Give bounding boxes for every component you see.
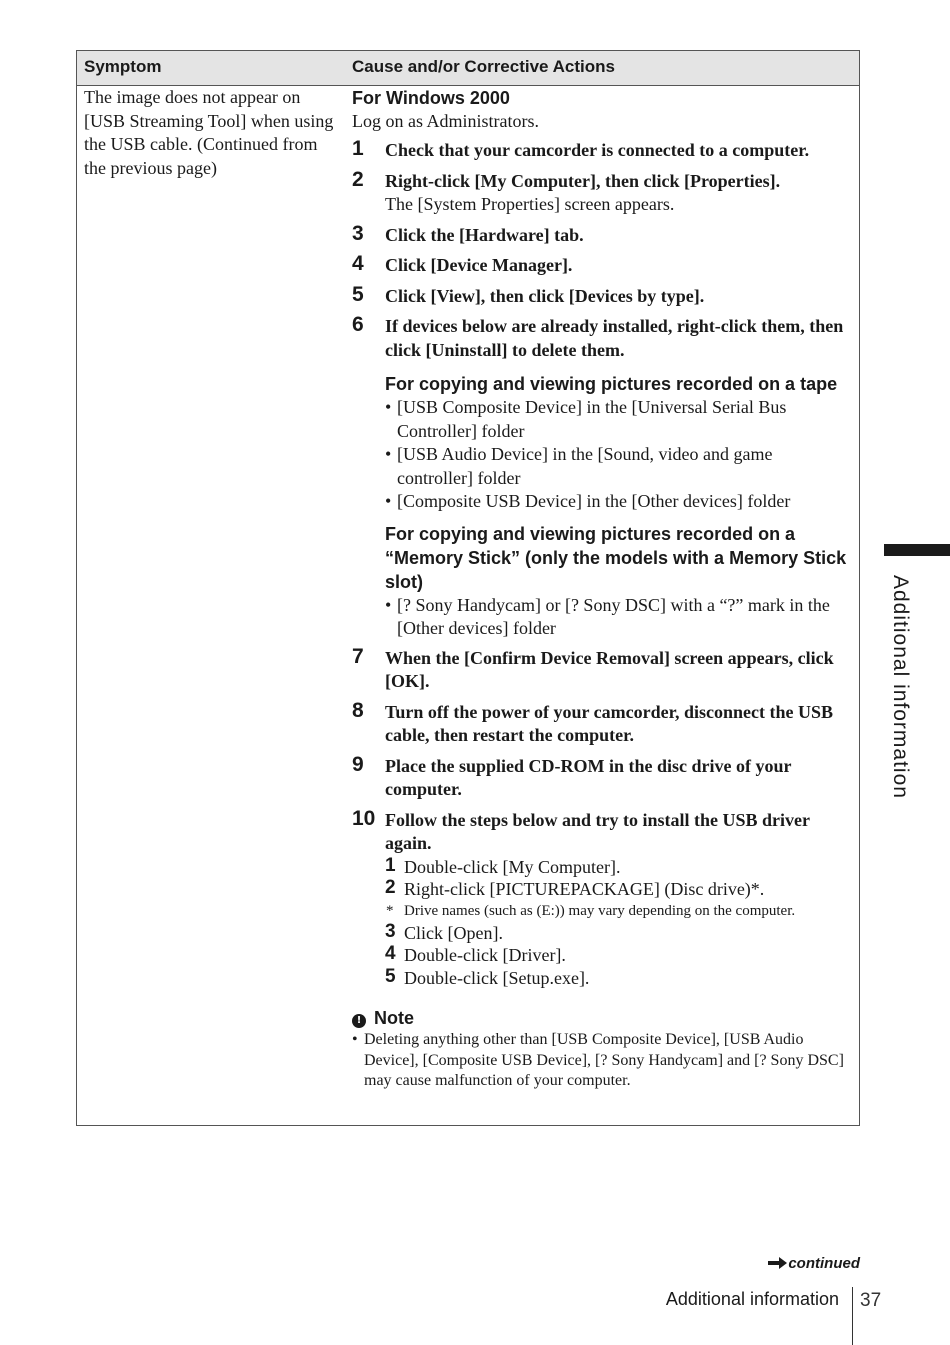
step-9: [352, 752, 852, 802]
step-number: 3: [352, 221, 364, 245]
step-5: [352, 282, 852, 309]
step-number: 9: [352, 752, 364, 776]
substep-number: 2: [385, 877, 396, 898]
substep-number: 5: [385, 965, 396, 987]
troubleshooting-table: [76, 50, 860, 1126]
memory-stick-section: [352, 522, 852, 641]
step-7: [352, 644, 852, 694]
step-number: 5: [352, 282, 364, 306]
step-3: [352, 221, 852, 248]
side-tab-bar: [884, 544, 950, 556]
footnote-text: Drive names (such as (E:)) may vary depending on the computer.: [404, 902, 796, 919]
step-text: Right-click [My Computer], then click [Properties].: [385, 170, 781, 191]
substep-4: [352, 944, 852, 967]
substep-text: Double-click [Setup.exe].: [404, 967, 590, 988]
header-cause: Cause and/or Corrective Actions: [352, 57, 615, 76]
step-number: 8: [352, 698, 364, 722]
substep-1: [352, 856, 852, 879]
substep-text: Click [Open].: [404, 922, 503, 943]
table-header: [77, 51, 859, 86]
step-number: 6: [352, 313, 364, 336]
step-text: When the [Confirm Device Removal] screen appears, click [OK].: [385, 647, 834, 691]
intro-text: Log on as Administrators.: [352, 111, 539, 131]
page-number: 37: [860, 1290, 882, 1311]
note-heading: [352, 1006, 852, 1030]
step-10: [352, 806, 852, 856]
note-icon: !: [352, 1014, 366, 1028]
substep-text: Right-click [PICTUREPACKAGE] (Disc drive)*.: [404, 879, 765, 899]
header-symptom: Symptom: [84, 57, 162, 76]
step-number: 7: [352, 644, 364, 668]
step-4: [352, 254, 852, 278]
substep-text: Double-click [Driver].: [404, 945, 566, 965]
substep-5: [352, 967, 852, 990]
step-number: 1: [352, 137, 364, 160]
step-8: [352, 698, 852, 748]
step-text: Click [Device Manager].: [385, 255, 573, 275]
substep-2: [352, 878, 852, 901]
substep-number: 1: [385, 854, 396, 876]
step-text: Click [View], then click [Devices by type].: [385, 285, 705, 306]
step-text: Place the supplied CD-ROM in the disc drive of your computer.: [385, 755, 792, 799]
step-number: 2: [352, 167, 364, 191]
substep-text: Double-click [My Computer].: [404, 856, 621, 877]
arrow-right-icon: [768, 1257, 788, 1269]
memory-stick-heading: For copying and viewing pictures recorded on a “Memory Stick” (only the models with a Memory Stick slot): [385, 523, 847, 592]
note-title: Note: [374, 1008, 414, 1028]
step-text: Click the [Hardware] tab.: [385, 224, 584, 245]
cause-cell: [352, 87, 852, 1092]
step-text: Check that your camcorder is connected to a computer.: [385, 140, 810, 160]
note-text: • Deleting anything other than [USB Composite Device], [USB Audio Device], [Composite USB Device], [? Sony Handycam] and [? Sony DSC] may cause malfunction of your computer.: [352, 1030, 852, 1092]
step-note: The [System Properties] screen appears.: [385, 194, 675, 214]
substep-3: [352, 922, 852, 945]
footnote-mark: *: [386, 902, 394, 919]
substep-number: 4: [385, 943, 396, 964]
os-heading: For Windows 2000: [352, 88, 510, 108]
tape-section: [352, 372, 852, 514]
list-item: • [Composite USB Device] in the [Other devices] folder: [385, 490, 852, 514]
step-2: [352, 167, 852, 217]
tape-heading: For copying and viewing pictures recorded on a tape: [385, 374, 838, 394]
symptom-cell: The image does not appear on [USB Streaming Tool] when using the USB cable. (Continued from the previous page): [84, 87, 334, 178]
list-item: • [? Sony Handycam] or [? Sony DSC] with a “?” mark in the [Other devices] folder: [385, 594, 852, 641]
list-item: • [USB Composite Device] in the [Universal Serial Bus Controller] folder: [385, 396, 852, 443]
step-text: If devices below are already installed, right-click them, then click [Uninstall] to delete them.: [385, 316, 844, 360]
side-tab-label: Additional information: [889, 575, 912, 799]
list-item: • [USB Audio Device] in the [Sound, video and game controller] folder: [385, 443, 852, 490]
step-number: 4: [352, 252, 364, 275]
continued-text: continued: [788, 1255, 860, 1272]
step-text: Turn off the power of your camcorder, disconnect the USB cable, then restart the computer.: [385, 701, 833, 745]
step-text: Follow the steps below and try to install the USB driver again.: [385, 809, 810, 853]
substep-number: 3: [385, 920, 396, 942]
step-1: [352, 139, 852, 163]
footer-divider: [852, 1287, 853, 1345]
step-number: 10: [352, 806, 376, 830]
footer-section-label: Additional information: [665, 1289, 839, 1309]
step-6: [352, 315, 852, 362]
continued-indicator: [768, 1255, 860, 1272]
footnote: [352, 901, 852, 922]
